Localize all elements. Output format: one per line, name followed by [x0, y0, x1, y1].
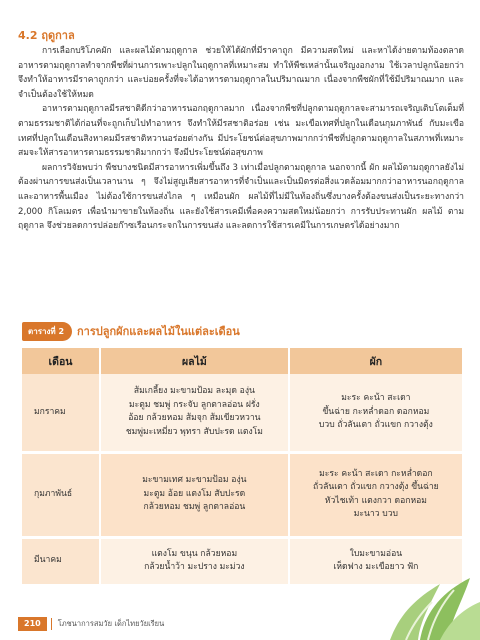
fruits-line: กล้วยน้ำว้า มะปราง มะม่วง [144, 562, 245, 572]
paragraph: อาหารตามฤดูกาลมีรสชาติดีกว่าอาหารนอกฤดูกาลมาก เนื่องจากพืชที่ปลูกตามฤดูกาลจะสามารถเจริญเติบโตเต็มที่ตามธรรมชาติได้ก่อนที่จะถูกเก็บไปทำอาหาร จึงทำให้มีรสชาติอร่อย เช่น มะเขือเทศที่ปลูกในเดือนกุมภาพันธ์ กับมะเขือเทศที่ปลูกในเดือนสิงหาคมมีรสชาติหวานอร่อยต่างกัน มีประโยชน์ต่อสุขภาพมากกว่าพืชที่ปลูกตามฤดูกาลในสภาพที่เหมาะสมจะให้สารอาหารตามธรรมชาติมากกว่า จึงมีประโยชน์ต่อสุขภาพ [18, 104, 464, 159]
month-cell: กุมภาพันธ์ [22, 452, 100, 537]
vegetables-line: ใบมะขามอ่อน [349, 548, 403, 559]
fruits-cell [100, 452, 289, 537]
table-caption-title: การปลูกผักและผลไม้ในแต่ละเดือน [77, 325, 240, 338]
fruits-line: อ้อย กล้วยหอม ส้มจุก ส้มเขียวหวาน [128, 413, 261, 424]
month-cell: มกราคม [22, 374, 100, 452]
vegetables-line: ขึ้นฉ่าย กะหล่ำดอก ดอกหอม [322, 406, 430, 417]
footer-label: โภชนาการสมวัย เด็กไทยวัยเรียน [51, 618, 165, 630]
body-text [18, 44, 464, 234]
page-number: 210 [18, 617, 47, 631]
vegetables-line: บวบ ถั่วลันเตา ถั่วแขก กวางตุ้ง [318, 419, 433, 430]
section-title: 4.2 ฤดูกาล [18, 29, 75, 42]
table-caption-badge: ตารางที่ 2 [22, 322, 72, 341]
vegetables-cell [289, 374, 462, 452]
vegetables-line: มะระ คะน้า สะเดา [341, 393, 411, 404]
fruits-cell [100, 374, 289, 452]
fruits-line: มะตูม อ้อย แตงโม สับปะรด [143, 488, 246, 499]
fruits-line: มะตูม ชมพู่ กระจับ ลูกตาลอ่อน ฝรั่ง [129, 399, 260, 410]
fruits-line: กล้วยหอม ชมพู่ ลูกตาลอ่อน [143, 502, 246, 513]
fruits-line: ส้มเกลี้ยง มะขามป้อม ละมุด องุ่น [133, 386, 255, 397]
header-fruits: ผลไม้ [100, 348, 289, 374]
fruits-line: แตงโม ขนุน กล้วยหอม [151, 548, 238, 559]
vegetables-line: ถั่วลันเตา ถั่วแขก กวางตุ้ง ขึ้นฉ่าย [313, 482, 439, 493]
fruits-line: มะขามเทศ มะขามป้อม องุ่น [142, 475, 247, 486]
vegetables-line: หัวไชเท้า แตงกวา ดอกหอม [324, 495, 427, 506]
table-caption [22, 322, 240, 340]
page-footer [18, 617, 164, 631]
paragraph: การเลือกบริโภคผัก และผลไม้ตามฤดูกาล ช่วยให้ได้ผักที่มีราคาถูก มีความสดใหม่ และหาได้ง่ายตามท้องตลาด อาหารตามฤดูกาลทำจากพืชที่ผ่านการเพาะปลูกในฤดูกาลที่เหมาะสม ทำให้พืชเหล่านั้นเจริญงอกงาม ใช้เวลาปลูกน้อยกว่า จึงทำให้อาหารมีราคาถูกกว่า และบ่อยครั้งที่จะได้อาหารตามฤดูกาลในปริมาณมาก เนื่องจากพืชผักที่ใช้มีปริมาณมาก และจำเป็นต้องใช้ให้หมด [18, 46, 464, 100]
vegetables-line: มะระ คะน้า สะเดา กะหล่ำดอก [319, 468, 433, 479]
paragraph: ผลการวิจัยพบว่า พืชบางชนิดมีสารอาหารเพิ่มขึ้นถึง 3 เท่าเมื่อปลูกตามฤดูกาล นอกจากนี้ ผัก ผลไม้ตามฤดูกาลยังไม่ต้องผ่านการขนส่งเป็นเวลานาน ๆ จึงไม่สูญเสียสารอาหารที่จำเป็นและเป็นมิตรต่อสิ่งแวดล้อมมากกว่าอาหารนอกฤดูกาล และอาหารพื้นเมือง ไม่ต้องใช้การขนส่งไกล ๆ เหมือนผัก ผลไม้ที่ไม่มีในท้องถิ่นซึ่งบางครั้งต้องขนส่งเป็นระยะทางกว่า 2,000 กิโลเมตร เพื่อนำมาขายในท้องถิ่น และยังใช้สารเคมีเพื่อคงความสดใหม่น้อยกว่า การรับประทานผัก ผลไม้ ตามฤดูกาล จึงช่วยลดการปล่อยก๊าซเรือนกระจกในการขนส่ง และลดการใช้สารเคมีในการเกษตรได้อย่างมาก [18, 162, 464, 232]
table-row [22, 452, 462, 537]
vegetables-line: มะนาว บวบ [353, 508, 399, 519]
header-vegetables: ผัก [289, 348, 462, 374]
fruits-line: ชมพู่มะเหมี่ยว พุทรา สับปะรด แตงโม [125, 426, 263, 437]
vegetables-cell [289, 452, 462, 537]
vegetable-illustration-icon [370, 544, 480, 640]
vegetables-line: เห็ดฟาง มะเขือยาว ฟัก [333, 562, 419, 572]
month-cell: มีนาคม [22, 537, 100, 585]
table-row [22, 374, 462, 452]
header-month: เดือน [22, 348, 100, 374]
fruits-cell [100, 537, 289, 585]
table-header-row [22, 348, 462, 374]
